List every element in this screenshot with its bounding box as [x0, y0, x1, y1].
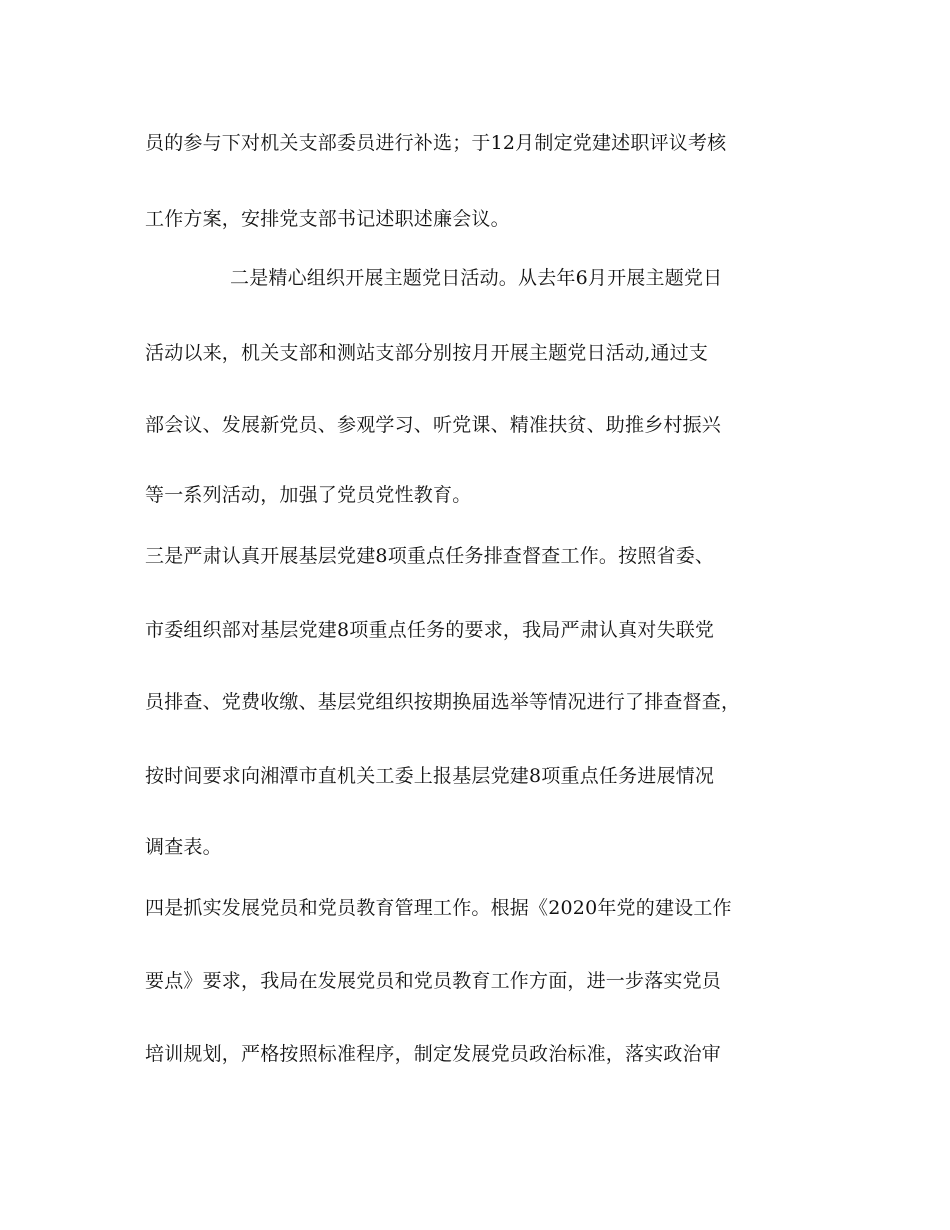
text-line: 四是抓实发展党员和党员教育管理工作。根据《2020年党的建设工作 — [145, 897, 732, 919]
text-line: 三是严肃认真开展基层党建8项重点任务排查督查工作。按照省委、 — [145, 545, 715, 567]
text-line: 部会议、发展新党员、参观学习、听党课、精准扶贫、助推乡村振兴 — [145, 414, 722, 436]
text-line: 培训规划，严格按照标准程序，制定发展党员政治标准，落实政治审 — [145, 1043, 722, 1065]
text-line: 要点》要求，我局在发展党员和党员教育工作方面，进一步落实党员 — [145, 970, 722, 992]
text-line: 员的参与下对机关支部委员进行补选；于12月制定党建述职评议考核 — [145, 132, 727, 154]
text-line: 按时间要求向湘潭市直机关工委上报基层党建8项重点任务进展情况 — [145, 765, 715, 787]
text-line: 工作方案，安排党支部书记述职述廉会议。 — [145, 208, 510, 230]
text-line: 员排查、党费收缴、基层党组织按期换届选举等情况进行了排查督查， — [145, 691, 741, 713]
text-line: 活动以来，机关支部和测站支部分别按月开展主题党日活动,通过支 — [145, 342, 709, 364]
text-line: 等一系列活动，加强了党员党性教育。 — [145, 484, 472, 506]
text-line: 市委组织部对基层党建8项重点任务的要求，我局严肃认真对失联党 — [145, 619, 715, 641]
text-line: 调查表。 — [145, 836, 222, 858]
text-line: 二是精心组织开展主题党日活动。从去年6月开展主题党日 — [230, 267, 723, 289]
